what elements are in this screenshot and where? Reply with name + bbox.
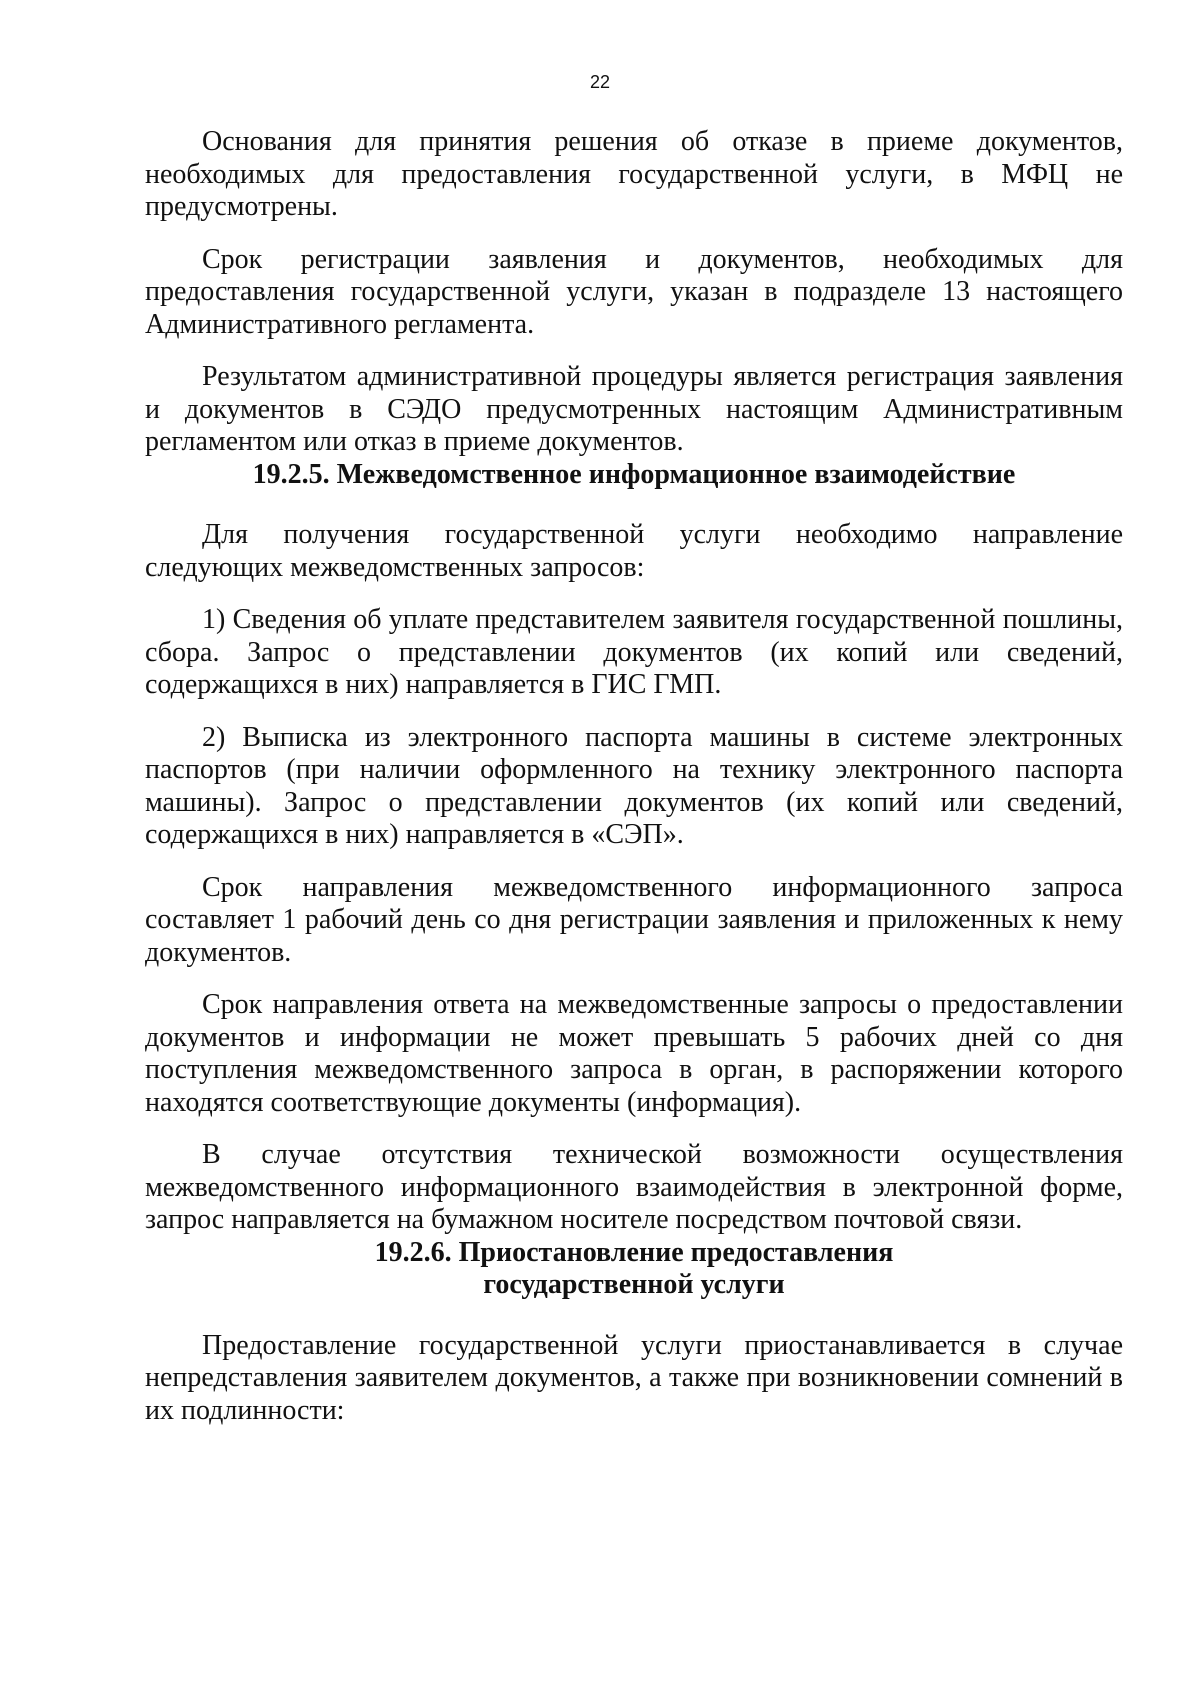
paragraph-procedure-result: Результатом административной процедуры является регистрация заявления и документов в СЭДО предусмотренных настоящим Административным регламентом или отказ в приеме документов.: [145, 361, 1123, 457]
paragraph-request-term: Срок направления межведомственного информационного запроса составляет 1 рабочий день со дня регистрации заявления и приложенных к нему документов.: [145, 871, 1123, 968]
paragraph-response-term: Срок направления ответа на межведомственные запросы о предоставлении документов и информации не может превышать 5 рабочих дней со дня поступления межведомственного запроса в орган, в распоряжении которого находятся соответствующие документы (информация).: [145, 989, 1123, 1118]
section-heading-19-2-5: 19.2.5. Межведомственное информационное взаимодействие: [252, 458, 1016, 490]
section-heading-line-1: 19.2.6. Приостановление предоставления: [374, 1236, 894, 1268]
paragraph-registration-term: Срок регистрации заявления и документов, необходимых для предоставления государственной услуги, указан в подразделе 13 настоящего Административного регламента.: [145, 243, 1123, 340]
paragraph-refusal-grounds: Основания для принятия решения об отказе в приеме документов, необходимых для предоставления государственной услуги, в МФЦ не предусмотрены.: [145, 126, 1123, 222]
section-heading-line-2: государственной услуги: [483, 1269, 785, 1300]
document-content: [145, 126, 1123, 1427]
paragraph-interagency-requests-intro: Для получения государственной услуги необходимо направление следующих межведомственных запросов:: [145, 519, 1123, 583]
paragraph-paper-request: В случае отсутствия технической возможности осуществления межведомственного информационного взаимодействия в электронной форме, запрос направляется на бумажном носителе посредством почтовой связи.: [145, 1139, 1123, 1235]
paragraph-suspension-conditions: Предоставление государственной услуги приостанавливается в случае непредставления заявителем документов, а также при возникновении сомнений в их подлинности:: [145, 1329, 1123, 1426]
list-item-duty-payment-request: 1) Сведения об уплате представителем заявителя государственной пошлины, сбора. Запрос о представлении документов (их копий или сведений, содержащихся в них) направляется в ГИС ГМП.: [145, 604, 1123, 700]
list-item-electronic-passport-request: 2) Выписка из электронного паспорта машины в системе электронных паспортов (при наличии оформленного на технику электронного паспорта машины). Запрос о представлении документов (их копий или сведений, содержащихся в них) направляется в «СЭП».: [145, 721, 1123, 850]
page-number: 22: [589, 72, 611, 92]
section-heading-19-2-6: [145, 1237, 1123, 1302]
